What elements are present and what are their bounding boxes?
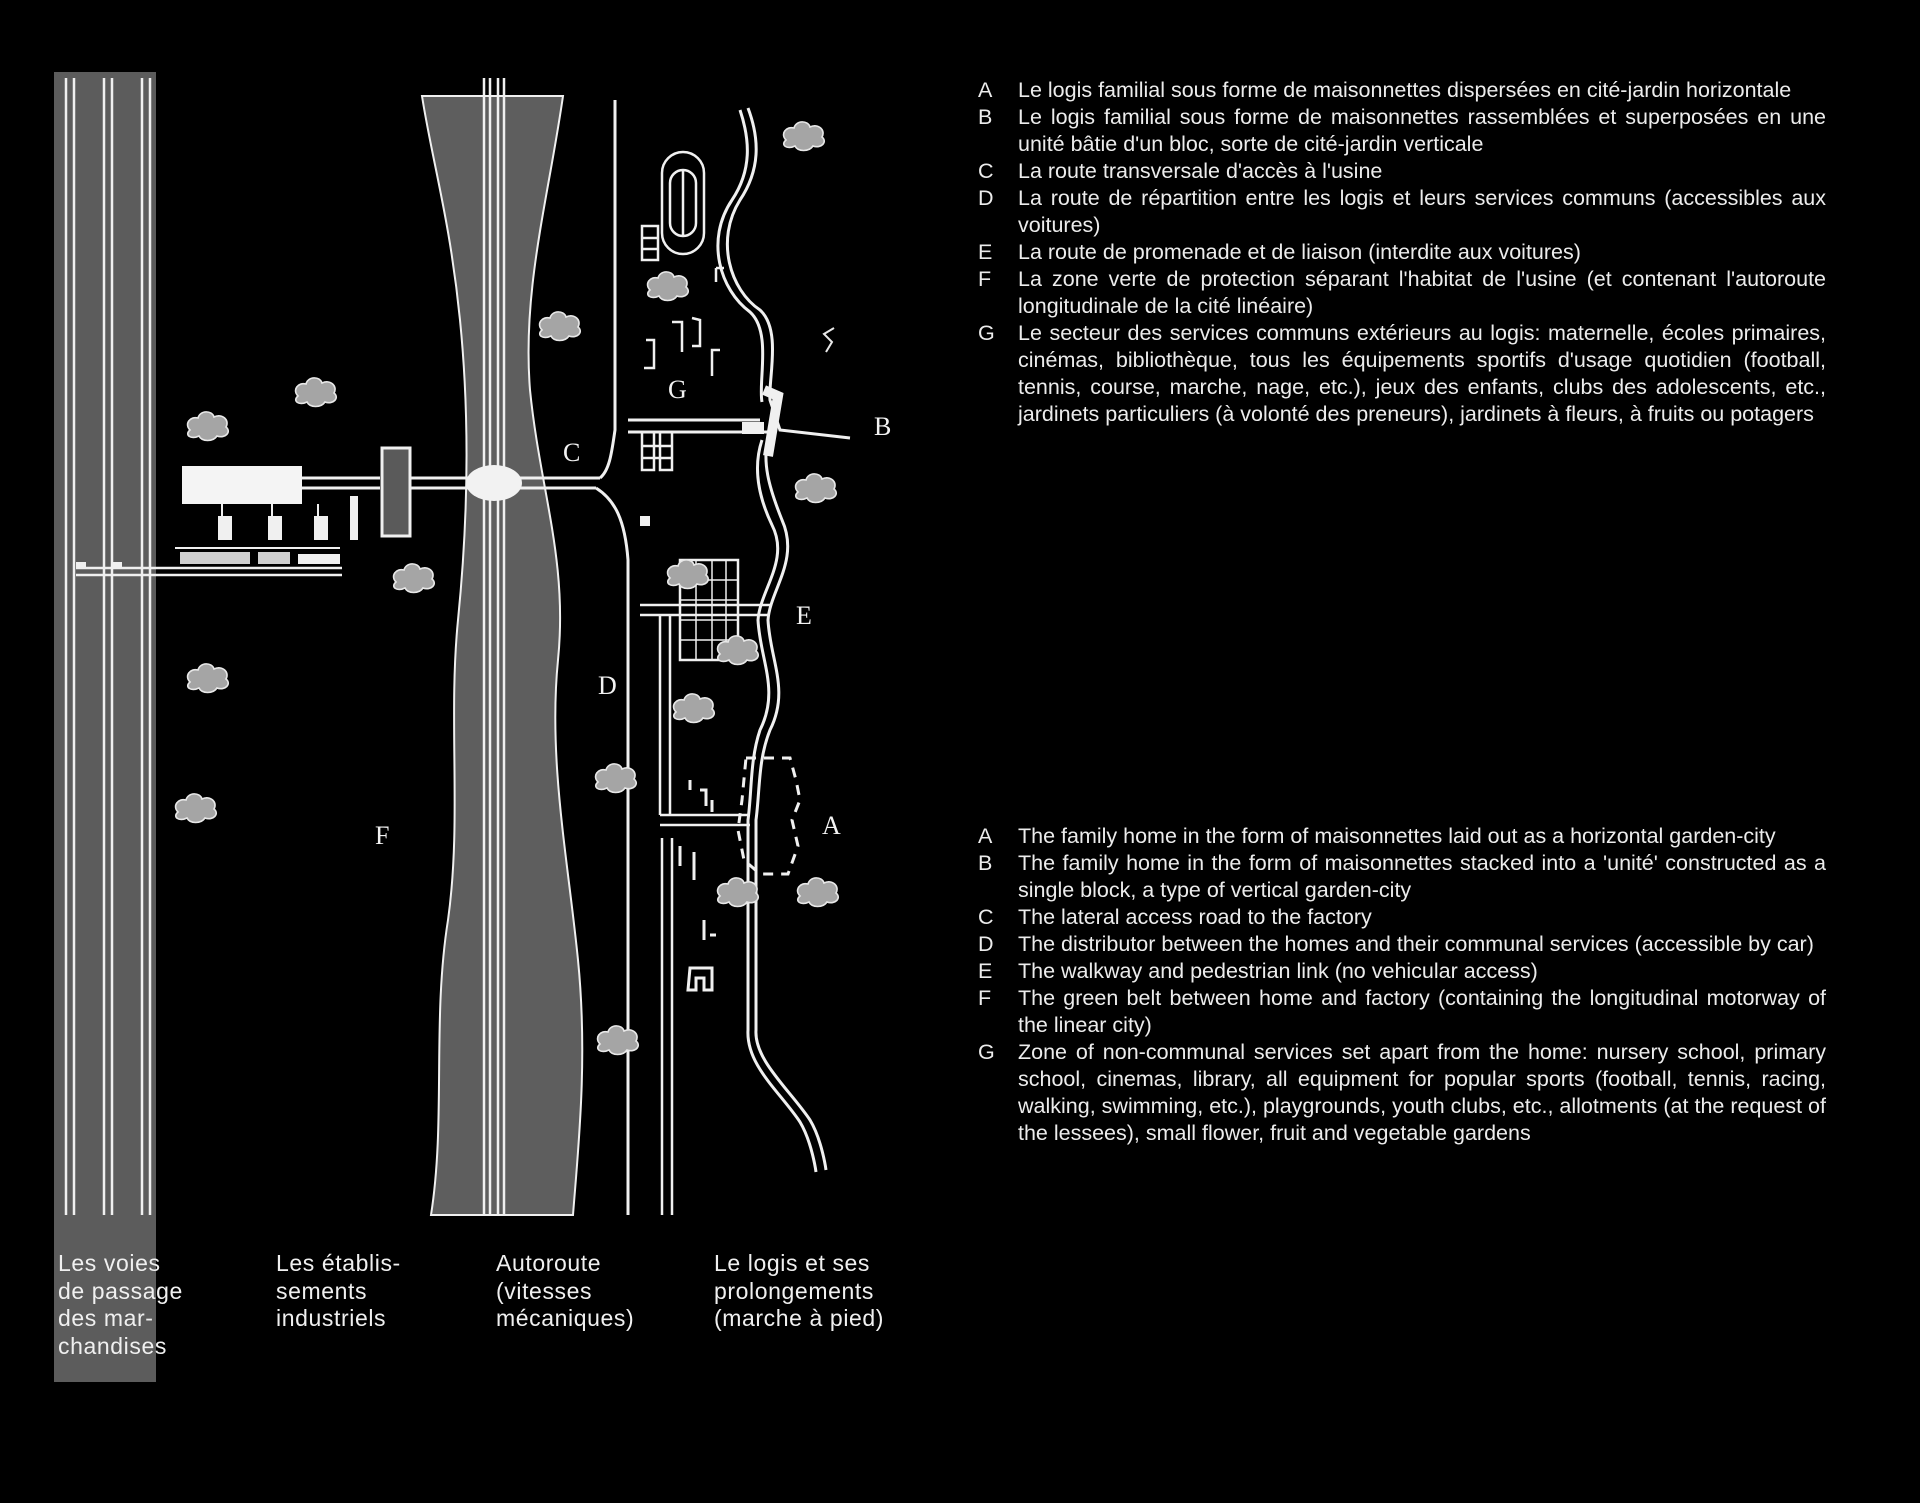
- legend-item: [978, 931, 1826, 958]
- legend-key: C: [978, 159, 994, 183]
- caption-line: (marche à pied): [714, 1305, 885, 1331]
- legend-text: The family home in the form of maisonnettes stacked into a 'unité' constructed as a single block, a type of vertical garden-city: [1018, 851, 1826, 902]
- legend-text: The walkway and pedestrian link (no vehicular access): [1018, 959, 1538, 983]
- legend-item: [978, 239, 1826, 266]
- legend-text: The green belt between home and factory (containing the longitudinal motorway of the linear city): [1018, 986, 1826, 1037]
- legend-key: B: [978, 851, 993, 875]
- legend-text: Le logis familial sous forme de maisonnettes dispersées en cité-jardin horizontale: [1018, 78, 1792, 102]
- legend-item: [978, 158, 1826, 185]
- legend-item: [978, 985, 1826, 1039]
- services-zone: [640, 152, 778, 1215]
- caption-line: sements: [276, 1277, 368, 1304]
- legend-item: [978, 104, 1826, 158]
- legend-item: [978, 320, 1826, 428]
- motorway-band: [422, 96, 582, 1215]
- legend-text: Zone of non-communal services set apart from the home: nursery school, primary school, cinemas, library, all equipment for popular sports (football, tennis, racing, walking, swimming, etc.), playgrounds, youth clubs, etc., allotments (at the request of the lessees), small flower, fruit and vegetable gardens: [1018, 1040, 1826, 1145]
- legend-text: The lateral access road to the factory: [1018, 905, 1372, 929]
- legend-french: [978, 77, 1826, 428]
- legend-text: La zone verte de protection séparant l'habitat de l'usine (et contenant l'autoroute longitudinale de la cité linéaire): [1018, 267, 1826, 318]
- letter-C: C: [563, 438, 581, 467]
- legend-item: [978, 850, 1826, 904]
- caption-industry: [276, 1250, 401, 1333]
- legend-key: G: [978, 1040, 995, 1064]
- legend-text: La route de répartition entre les logis et leurs services communs (accessibles aux voitures): [1018, 186, 1826, 237]
- legend-text: La route de promenade et de liaison (interdite aux voitures): [1018, 240, 1581, 264]
- caption-line: Les voies: [58, 1250, 161, 1276]
- caption-line: chandises: [58, 1332, 167, 1359]
- letter-B: B: [874, 412, 892, 441]
- caption-line: prolongements: [714, 1277, 874, 1304]
- legend-item: [978, 77, 1826, 104]
- legend-key: B: [978, 105, 993, 129]
- caption-housing: [714, 1250, 884, 1333]
- legend-key: D: [978, 932, 994, 956]
- caption-line: des mar-: [58, 1305, 154, 1331]
- legend-text: Le logis familial sous forme de maisonnettes rassemblées et superposées en une unité bâtie d'un bloc, sorte de cité-jardin verticale: [1018, 105, 1826, 156]
- legend-text: The family home in the form of maisonnettes laid out as a horizontal garden-city: [1018, 824, 1776, 848]
- caption-line: industriels: [276, 1305, 387, 1331]
- legend-item: [978, 266, 1826, 320]
- letter-A: A: [822, 811, 841, 840]
- legend-item: [978, 958, 1826, 985]
- letter-E: E: [796, 601, 812, 630]
- legend-key: F: [978, 267, 992, 291]
- caption-line: de passage: [58, 1277, 183, 1304]
- caption-line: Autoroute: [496, 1250, 602, 1276]
- housing-A: [680, 758, 800, 990]
- caption-line: (vitesses: [496, 1277, 593, 1304]
- legend-item: [978, 904, 1826, 931]
- legend-key: A: [978, 824, 993, 848]
- caption-motorway: [496, 1250, 634, 1333]
- legend-text: La route transversale d'accès à l'usine: [1018, 159, 1383, 183]
- legend-key: G: [978, 321, 995, 345]
- legend-english: [978, 823, 1826, 1147]
- legend-key: E: [978, 959, 993, 983]
- legend-text: The distributor between the homes and their communal services (accessible by car): [1018, 932, 1814, 956]
- legend-key: C: [978, 905, 994, 929]
- legend-text: Le secteur des services communs extérieurs au logis: maternelle, écoles primaires, cinémas, bibliothèque, tous les équipements sportifs d'usage quotidien (football, tennis, course, marche, nage, etc.), jeux des enfants, clubs des adolescents, etc., jardinets particuliers (à volonté des preneurs), jardinets à fleurs, à fruits ou potagers: [1018, 321, 1826, 426]
- legend-item: [978, 185, 1826, 239]
- caption-line: mécaniques): [496, 1305, 635, 1331]
- legend-item: [978, 1039, 1826, 1147]
- caption-line: Le logis et ses: [714, 1250, 871, 1276]
- legend-key: F: [978, 986, 992, 1010]
- legend-item: [978, 823, 1826, 850]
- letter-G: G: [668, 375, 687, 404]
- legend-key: D: [978, 186, 994, 210]
- letter-D: D: [598, 671, 617, 700]
- legend-key: A: [978, 78, 993, 102]
- caption-line: Les établis-: [276, 1250, 401, 1276]
- legend-key: E: [978, 240, 993, 264]
- caption-rail: [58, 1250, 183, 1360]
- letter-F: F: [375, 821, 390, 850]
